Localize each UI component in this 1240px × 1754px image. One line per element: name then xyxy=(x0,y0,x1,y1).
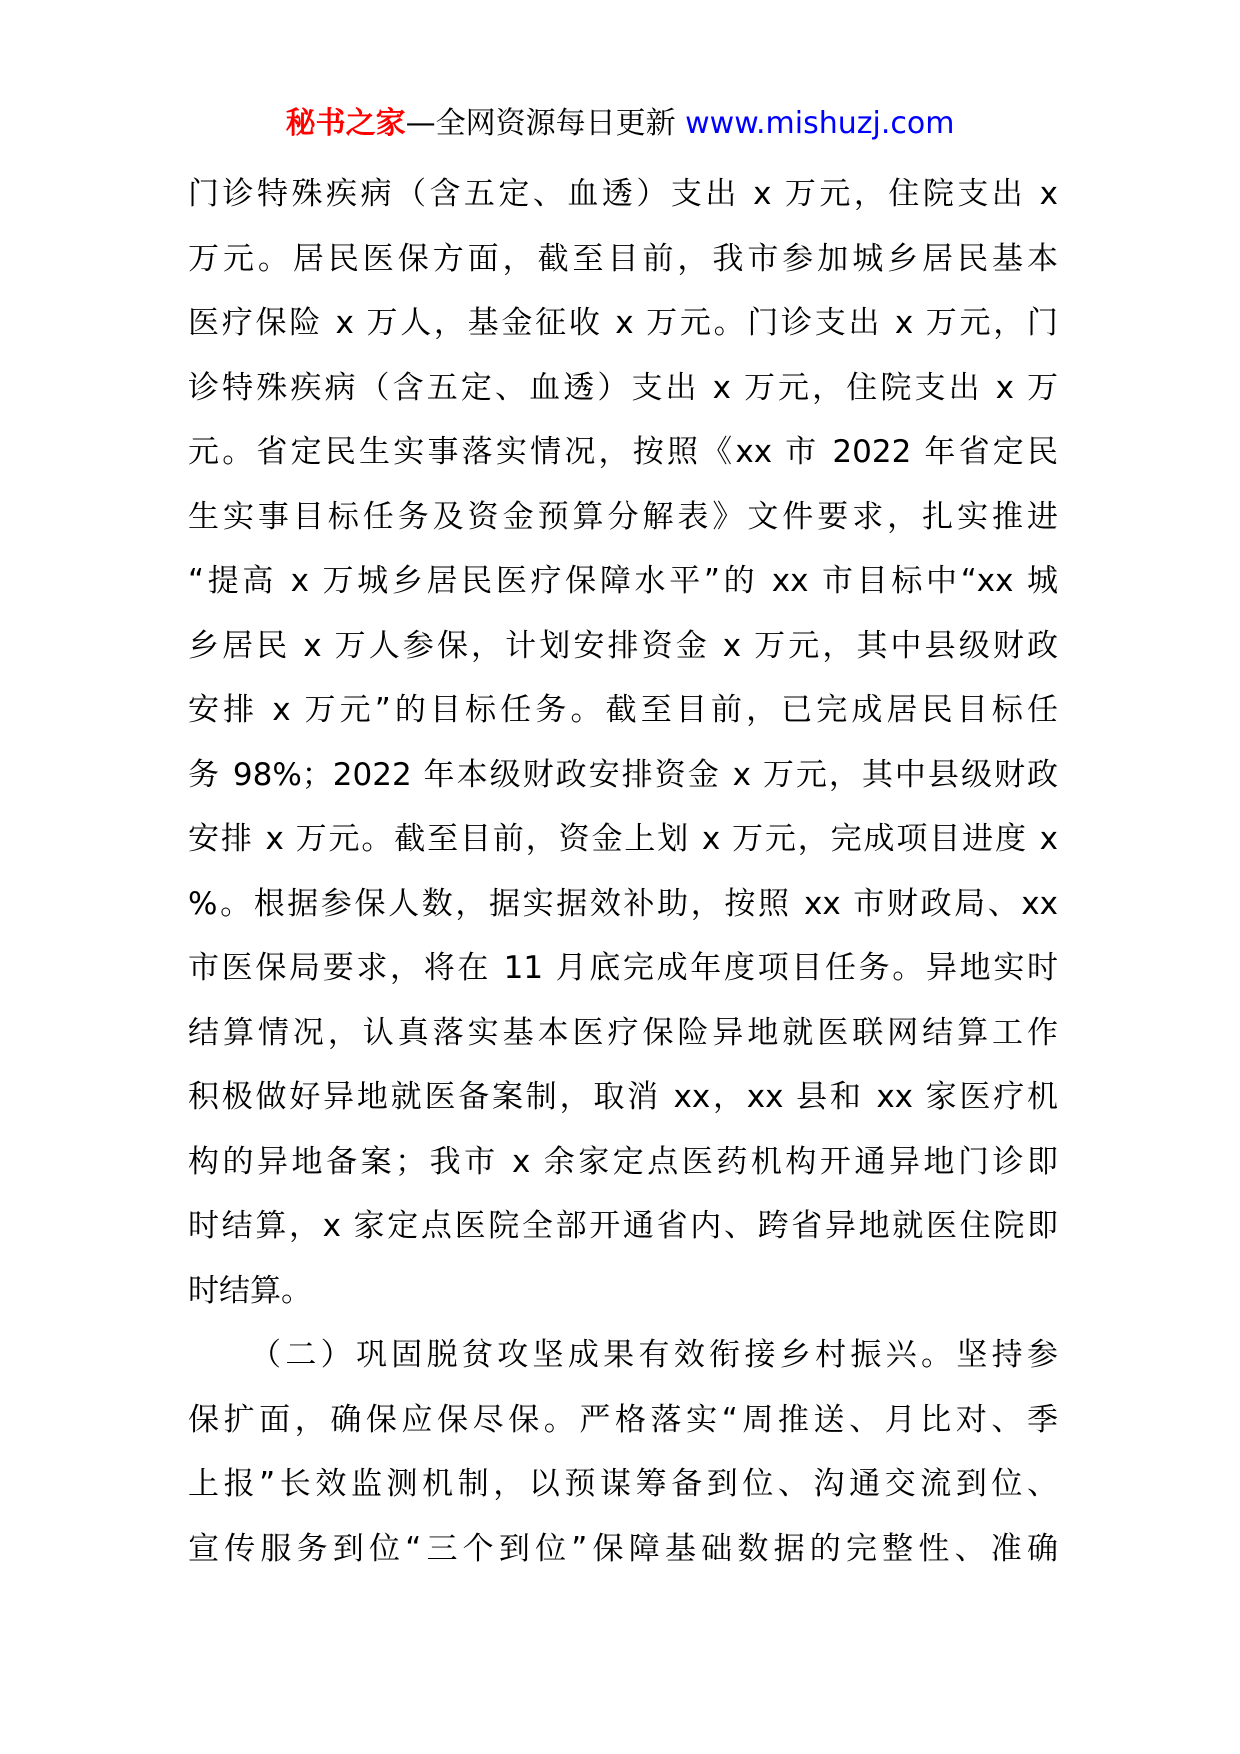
text-line: 保扩面，确保应保尽保。严格落实“周推送、月比对、季 xyxy=(188,1401,1058,1438)
header-site-link[interactable]: www.mishuzj.com xyxy=(685,106,955,141)
document-body xyxy=(188,162,1058,1581)
text-line: “提高 x 万城乡居民医疗保障水平”的 xx 市目标中“xx 城 xyxy=(188,563,1058,599)
text-line: 万元。居民医保方面，截至目前，我市参加城乡居民基本 xyxy=(188,240,1058,277)
text-line: %。根据参保人数，据实据效补助，按照 xx 市财政局、xx xyxy=(188,885,1058,922)
text-line: 门诊特殊疾病（含五定、血透）支出 x 万元，住院支出 x xyxy=(188,176,1058,212)
text-line: 医疗保险 x 万人，基金征收 x 万元。门诊支出 x 万元，门 xyxy=(188,305,1058,341)
header-brand: 秘书之家 xyxy=(285,106,406,141)
text-line: 生实事目标任务及资金预算分解表》文件要求，扎实推进 xyxy=(188,498,1058,535)
section-heading-line: （二）巩固脱贫攻坚成果有效衔接乡村振兴。坚持参 xyxy=(250,1337,1058,1373)
text-line: 宣传服务到位“三个到位”保障基础数据的完整性、准确 xyxy=(188,1530,1058,1567)
text-line: 诊特殊疾病（含五定、血透）支出 x 万元，住院支出 x 万 xyxy=(188,369,1058,406)
text-line: 上报”长效监测机制，以预谋筹备到位、沟通交流到位、 xyxy=(188,1466,1058,1502)
text-line: 务 98%；2022 年本级财政安排资金 x 万元，其中县级财政 xyxy=(188,756,1058,793)
text-line: 元。省定民生实事落实情况，按照《xx 市 2022 年省定民 xyxy=(188,434,1058,470)
text-line: 积极做好异地就医备案制，取消 xx，xx 县和 xx 家医疗机 xyxy=(188,1079,1058,1115)
text-line: 安排 x 万元。截至目前，资金上划 x 万元，完成项目进度 x xyxy=(188,821,1058,857)
text-line: 市医保局要求，将在 11 月底完成年度项目任务。异地实时 xyxy=(188,950,1058,986)
page-header xyxy=(0,100,1240,148)
text-line: 乡居民 x 万人参保，计划安排资金 x 万元，其中县级财政 xyxy=(188,627,1058,664)
text-line: 构的异地备案；我市 x 余家定点医药机构开通异地门诊即 xyxy=(188,1143,1058,1180)
header-tagline: —全网资源每日更新 xyxy=(405,106,686,141)
text-line: 安排 x 万元”的目标任务。截至目前，已完成居民目标任 xyxy=(188,692,1058,728)
text-line: 时结算，x 家定点医院全部开通省内、跨省异地就医住院即 xyxy=(188,1208,1058,1244)
text-line: 结算情况，认真落实基本医疗保险异地就医联网结算工作 xyxy=(188,1014,1058,1051)
text-line: 时结算。 xyxy=(188,1272,312,1309)
